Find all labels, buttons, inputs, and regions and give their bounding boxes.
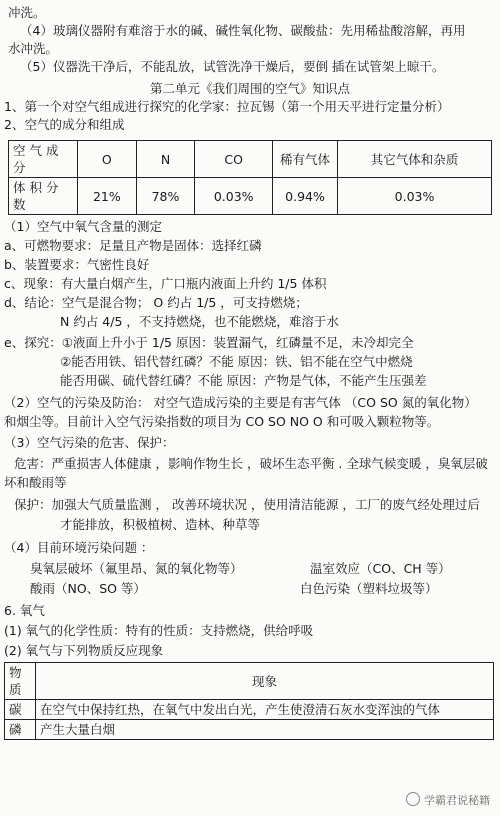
text-line: 水冲洗。 xyxy=(8,41,59,56)
text-line: 危害：严重损害人体健康 ，影响作物生长 ，破坏生态平衡 . 全球气候变暖 ，臭氧层破 xyxy=(14,456,488,471)
text-line: ②能否用铁、铝代替红磷？不能 原因：铁、铝不能在空气中燃烧 xyxy=(60,354,413,369)
text-line: 1、第一个对空气组成进行探究的化学家：拉瓦锡（第一个用天平进行定量分析） xyxy=(4,99,450,114)
text-line: （1）空气中氧气含量的测定 xyxy=(4,219,162,234)
text-line: 6. 氧气 xyxy=(4,603,45,618)
table-cell: O xyxy=(78,141,137,178)
text-line: 才能排放，积极植树、造林、种草等 xyxy=(60,517,261,532)
text-line: 2、空气的成分和组成 xyxy=(4,117,125,132)
text-line: 白色污染（塑料垃圾等） xyxy=(300,581,438,596)
text-line: (2) 氧气与下列物质反应现象 xyxy=(4,643,164,658)
table-cell: 体 积 分 数 xyxy=(9,178,78,215)
oxygen-reaction-table xyxy=(4,662,494,740)
text-line: （5）仪器洗干净后，不能乱放，试管洗净干燥后，要倒 插在试管架上晾干。 xyxy=(20,59,445,74)
text-line: 温室效应（CO、CH 等） xyxy=(310,561,451,576)
watermark-text: 学霸君说秘籍 xyxy=(424,794,490,807)
table-cell: 0.94% xyxy=(273,178,338,215)
text-line: 酸雨（NO、SO 等） xyxy=(30,581,146,596)
air-composition-table xyxy=(8,140,492,215)
text-line: 和烟尘等。目前计入空气污染指数的项目为 CO SO NO O 和可吸入颗粒物等。 xyxy=(4,414,440,429)
text-line: （3）空气污染的危害、保护： xyxy=(4,435,175,450)
text-line: c、现象：有大量白烟产生，广口瓶内液面上升约 1/5 体积 xyxy=(4,276,327,291)
table-cell: 空 气 成 分 xyxy=(9,141,78,178)
table-cell: 0.03% xyxy=(195,178,273,215)
table-cell: 物质 xyxy=(5,663,36,700)
text-line: 能否用碳、硫代替红磷？不能 原因：产物是气体，不能产生压强差 xyxy=(60,373,427,388)
text-line: e、探究：①液面上升小于 1/5 原因：装置漏气，红磷量不足，未冷却完全 xyxy=(4,335,414,350)
table-cell: 在空气中保持红热，在氧气中发出白光，产生使澄清石灰水变浑浊的气体 xyxy=(36,700,494,720)
text-line: （2）空气的污染及防治： 对空气造成污染的主要是有害气体 （CO SO 氮的氧化物） xyxy=(4,395,477,410)
table-cell: 78% xyxy=(136,178,195,215)
table-header-row xyxy=(5,663,494,700)
table-cell: CO xyxy=(195,141,273,178)
text-line: N 约占 4/5 ，不支持燃烧，也不能燃烧，难溶于水 xyxy=(60,314,339,329)
text-line: 冲洗。 xyxy=(8,5,46,20)
table-cell: 0.03% xyxy=(338,178,492,215)
text-line: b、装置要求：气密性良好 xyxy=(4,257,150,272)
text-line: （4）玻璃仪器附有难溶于水的碱、碱性氧化物、碳酸盐：先用稀盐酸溶解，再用 xyxy=(20,23,466,38)
table-cell: 现象 xyxy=(36,663,494,700)
table-cell: 21% xyxy=(78,178,137,215)
text-line: a、可燃物要求：足量且产物是固体：选择红磷 xyxy=(4,238,262,253)
text-line: 坏和酸雨等 xyxy=(4,475,67,490)
table-header-row xyxy=(9,141,492,178)
wechat-icon xyxy=(406,792,420,806)
text-line: 保护：加强大气质量监测 ， 改善环境状况 ，使用清洁能源 ，工厂的废气经处理过后 xyxy=(14,497,480,512)
table-row xyxy=(5,720,494,740)
unit-title: 第二单元《我们周围的空气》知识点 xyxy=(149,81,350,96)
text-line: 臭氧层破坏（氟里昂、氮的氧化物等） xyxy=(30,561,243,576)
table-cell: 碳 xyxy=(5,700,36,720)
table-cell: 产生大量白烟 xyxy=(36,720,494,740)
table-cell: 稀有气体 xyxy=(273,141,338,178)
text-line: （4）目前环境污染问题 ： xyxy=(4,540,154,555)
text-line: (1) 氧气的化学性质：特有的性质：支持燃烧，供给呼吸 xyxy=(4,623,314,638)
table-row xyxy=(5,700,494,720)
table-cell: 磷 xyxy=(5,720,36,740)
text-line: d、结论：空气是混合物； O 约占 1/5 ，可支持燃烧； xyxy=(4,295,308,310)
table-row xyxy=(9,178,492,215)
table-cell: 其它气体和杂质 xyxy=(338,141,492,178)
table-cell: N xyxy=(136,141,195,178)
watermark xyxy=(406,792,490,808)
